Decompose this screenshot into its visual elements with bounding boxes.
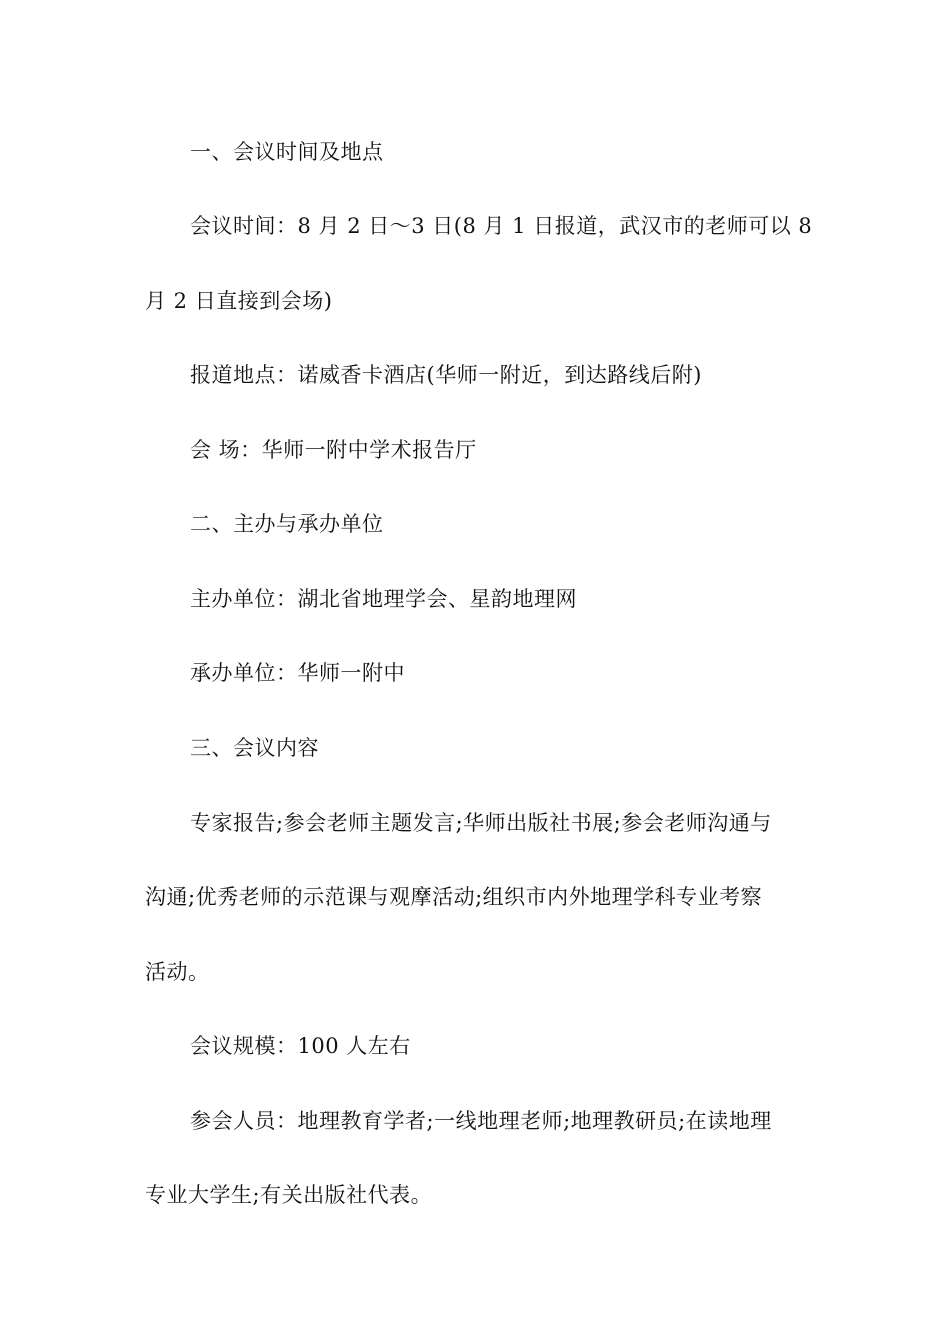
participants-paragraph-continued: 专业大学生;有关出版社代表。 bbox=[145, 1183, 433, 1207]
participants-paragraph: 参会人员：地理教育学者;一线地理老师;地理教研员;在读地理 bbox=[190, 1109, 772, 1133]
section-heading-meeting-time-place: 一、会议时间及地点 bbox=[190, 140, 384, 164]
meeting-content-paragraph: 专家报告;参会老师主题发言;华师出版社书展;参会老师沟通与 bbox=[190, 811, 772, 835]
section-heading-meeting-content: 三、会议内容 bbox=[190, 736, 319, 760]
meeting-time-paragraph: 会议时间：8 月 2 日～3 日(8 月 1 日报道，武汉市的老师可以 8 bbox=[190, 214, 813, 238]
meeting-content-paragraph-line-3: 活动。 bbox=[145, 960, 210, 984]
organizer-paragraph: 承办单位：华师一附中 bbox=[190, 661, 405, 685]
section-heading-organizers: 二、主办与承办单位 bbox=[190, 512, 384, 536]
meeting-scale-paragraph: 会议规模：100 人左右 bbox=[190, 1034, 411, 1058]
venue-paragraph: 会 场：华师一附中学术报告厅 bbox=[190, 438, 477, 462]
meeting-time-paragraph-continued: 月 2 日直接到会场) bbox=[145, 289, 333, 313]
meeting-content-paragraph-line-2: 沟通;优秀老师的示范课与观摩活动;组织市内外地理学科专业考察 bbox=[145, 885, 763, 909]
registration-location-paragraph: 报道地点：诺威香卡酒店(华师一附近，到达路线后附) bbox=[190, 363, 702, 387]
host-organization-paragraph: 主办单位：湖北省地理学会、星韵地理网 bbox=[190, 587, 577, 611]
